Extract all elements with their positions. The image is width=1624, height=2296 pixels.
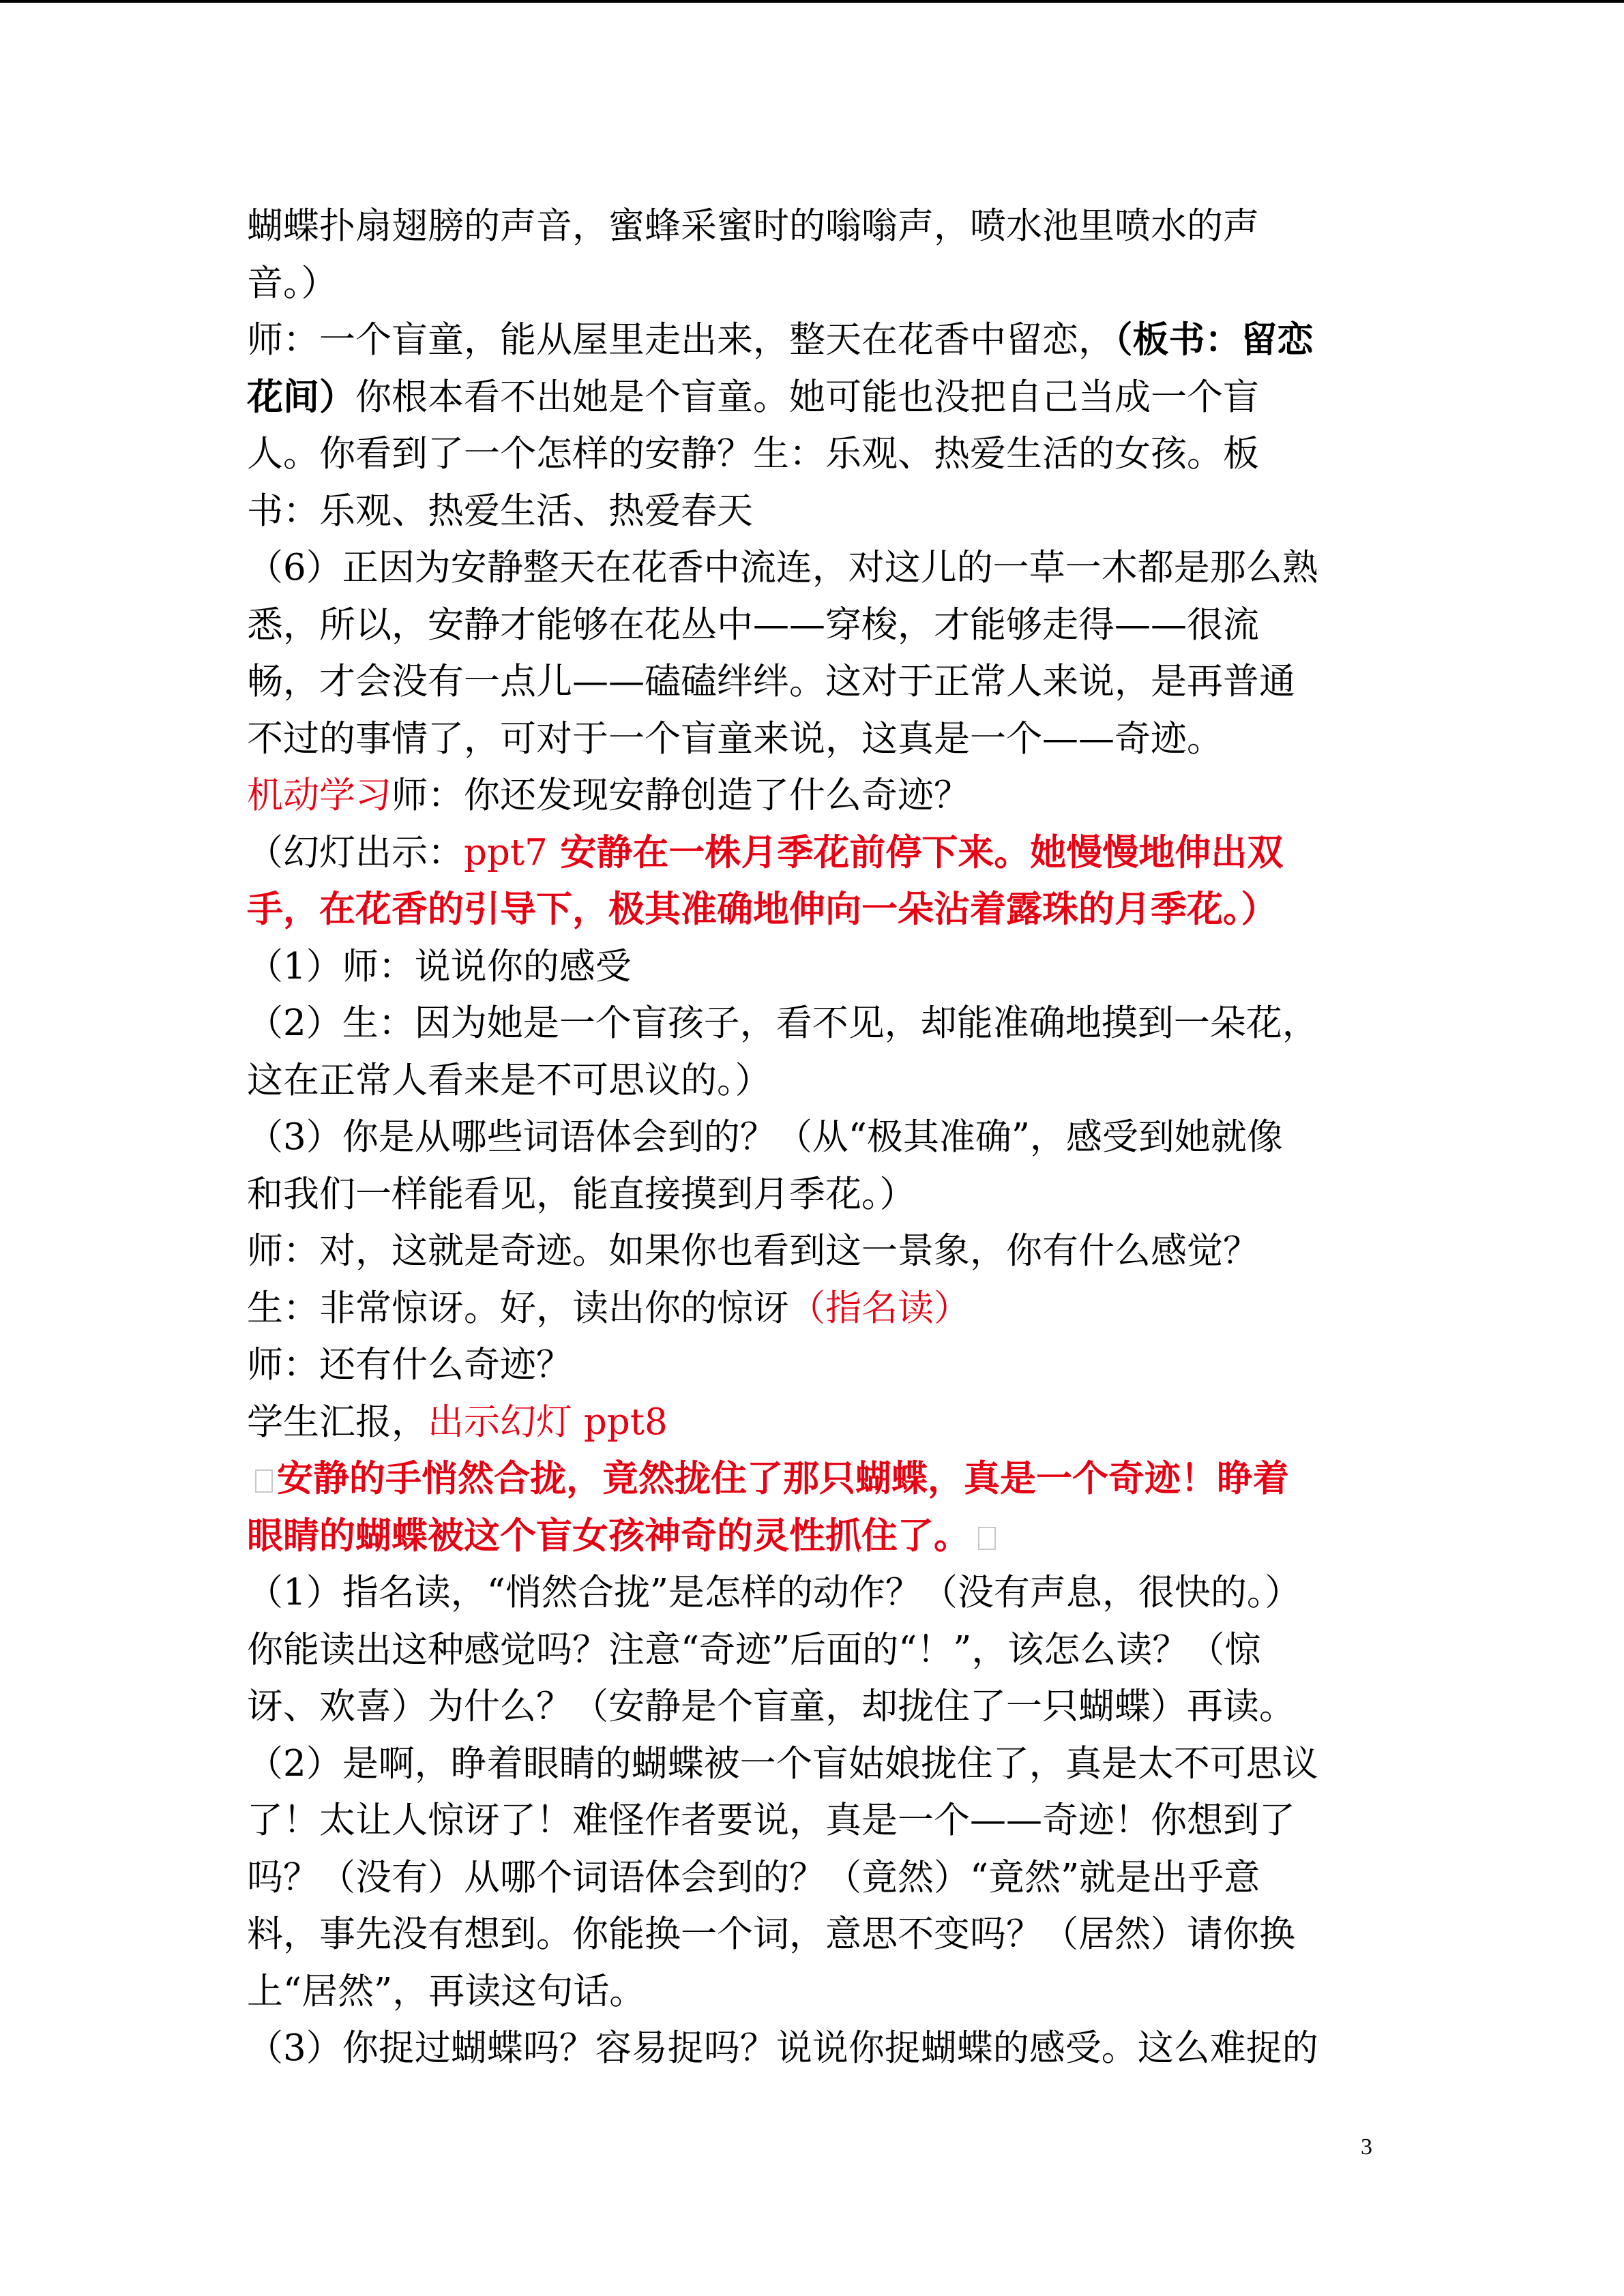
text-line bbox=[247, 1508, 1379, 1565]
red-note: 出示幻灯 ppt8 bbox=[428, 1401, 668, 1443]
text-line bbox=[247, 312, 1379, 369]
text-line bbox=[247, 881, 1379, 938]
text-line: （6）正因为安静整天在花香中流连，对这儿的一草一木都是那么熟 bbox=[247, 547, 1318, 588]
slide-quote: 安静在一株月季花前停下来。她慢慢地伸出双 bbox=[547, 831, 1284, 874]
slide-quote: 手，在花香的引导下，极其准确地伸向一朵沾着露珠的月季花。） bbox=[247, 888, 1278, 930]
document-body bbox=[247, 198, 1379, 2077]
missing-glyph-icon bbox=[978, 1527, 996, 1550]
slide-quote: 安静的手悄然合拢，竟然拢住了那只蝴蝶，真是一个奇迹！睁着 bbox=[277, 1457, 1289, 1500]
text-run: 生：非常惊讶。好，读出你的惊讶 bbox=[247, 1287, 789, 1329]
text-line: 畅，才会没有一点儿——磕磕绊绊。这对于正常人来说，是再普通 bbox=[247, 661, 1295, 702]
text-line: 蝴蝶扑扇翅膀的声音，蜜蜂采蜜时的嗡嗡声，喷水池里喷水的声 bbox=[247, 205, 1259, 247]
page-number: 3 bbox=[1361, 2134, 1372, 2160]
text-line: 人。你看到了一个怎样的安静？生：乐观、热爱生活的女孩。板 bbox=[247, 433, 1259, 475]
red-note: ppt7 bbox=[464, 831, 548, 874]
text-line: 这在正常人看来是不可思议的。） bbox=[247, 1059, 771, 1101]
text-line: 了！太让人惊讶了！难怪作者要说，真是一个——奇迹！你想到了 bbox=[247, 1800, 1295, 1841]
text-line: 讶、欢喜）为什么？（安静是个盲童，却拢住了一只蝴蝶）再读。 bbox=[247, 1686, 1295, 1727]
text-line: （3）你捉过蝴蝶吗？容易捉吗？说说你捉蝴蝶的感受。这么难捉的 bbox=[247, 2027, 1318, 2069]
slide-quote: 眼睛的蝴蝶被这个盲女孩神奇的灵性抓住了。 bbox=[247, 1514, 970, 1557]
text-line: 吗？（没有）从哪个词语体会到的？（竟然）“竟然”就是出乎意 bbox=[247, 1856, 1260, 1898]
text-line: 你能读出这种感觉吗？注意“奇迹”后面的“！”，该怎么读？（惊 bbox=[247, 1628, 1261, 1671]
top-border-line bbox=[0, 0, 1624, 3]
text-line: （2）生：因为她是一个盲孩子，看不见，却能准确地摸到一朵花， bbox=[247, 1002, 1318, 1044]
board-note: 花间） bbox=[247, 375, 355, 418]
text-line: 师：还有什么奇迹？ bbox=[247, 1344, 572, 1386]
text-line bbox=[247, 824, 1379, 882]
text-line bbox=[247, 1450, 1379, 1508]
text-line: 料，事先没有想到。你能换一个词，意思不变吗？（居然）请你换 bbox=[247, 1913, 1295, 1955]
text-line: （3）你是从哪些词语体会到的？（从“极其准确”，感受到她就像 bbox=[247, 1116, 1283, 1158]
red-note: 机动学习 bbox=[247, 775, 392, 816]
text-line bbox=[247, 369, 1379, 426]
text-line: 师：对，这就是奇迹。如果你也看到这一景象，你有什么感觉？ bbox=[247, 1230, 1259, 1272]
text-line: （2）是啊，睁着眼睛的蝴蝶被一个盲姑娘拢住了，真是太不可思议 bbox=[247, 1742, 1318, 1785]
text-line bbox=[247, 1394, 1379, 1451]
text-line: （1）师：说说你的感受 bbox=[247, 945, 632, 987]
red-note: （指名读） bbox=[789, 1287, 970, 1329]
text-run: 师：一个盲童，能从屋里走出来，整天在花香中留恋， bbox=[247, 319, 1114, 361]
board-note: （板书：留恋 bbox=[1114, 318, 1314, 361]
text-line: 和我们一样能看见，能直接摸到月季花。） bbox=[247, 1173, 916, 1215]
text-line: 悉，所以，安静才能够在花丛中——穿梭，才能够走得——很流 bbox=[247, 603, 1259, 646]
text-run: 师：你还发现安静创造了什么奇迹？ bbox=[392, 775, 970, 816]
text-line: 音。） bbox=[247, 262, 338, 304]
text-line: 不过的事情了，可对于一个盲童来说，这真是一个——奇迹。 bbox=[247, 717, 1223, 760]
text-line: 书：乐观、热爱生活、热爱春天 bbox=[247, 490, 753, 532]
text-line bbox=[247, 767, 1379, 824]
text-run: 你根本看不出她是个盲童。她可能也没把自己当成一个盲 bbox=[355, 376, 1259, 418]
text-line: （1）指名读，“悄然合拢”是怎样的动作？（没有声息，很快的。） bbox=[247, 1572, 1301, 1613]
text-line: 上“居然”，再读这句话。 bbox=[247, 1970, 646, 2012]
missing-glyph-icon bbox=[255, 1470, 273, 1493]
text-line bbox=[247, 1280, 1379, 1337]
text-run: 学生汇报， bbox=[247, 1401, 428, 1443]
text-run: （幻灯出示： bbox=[247, 831, 464, 874]
